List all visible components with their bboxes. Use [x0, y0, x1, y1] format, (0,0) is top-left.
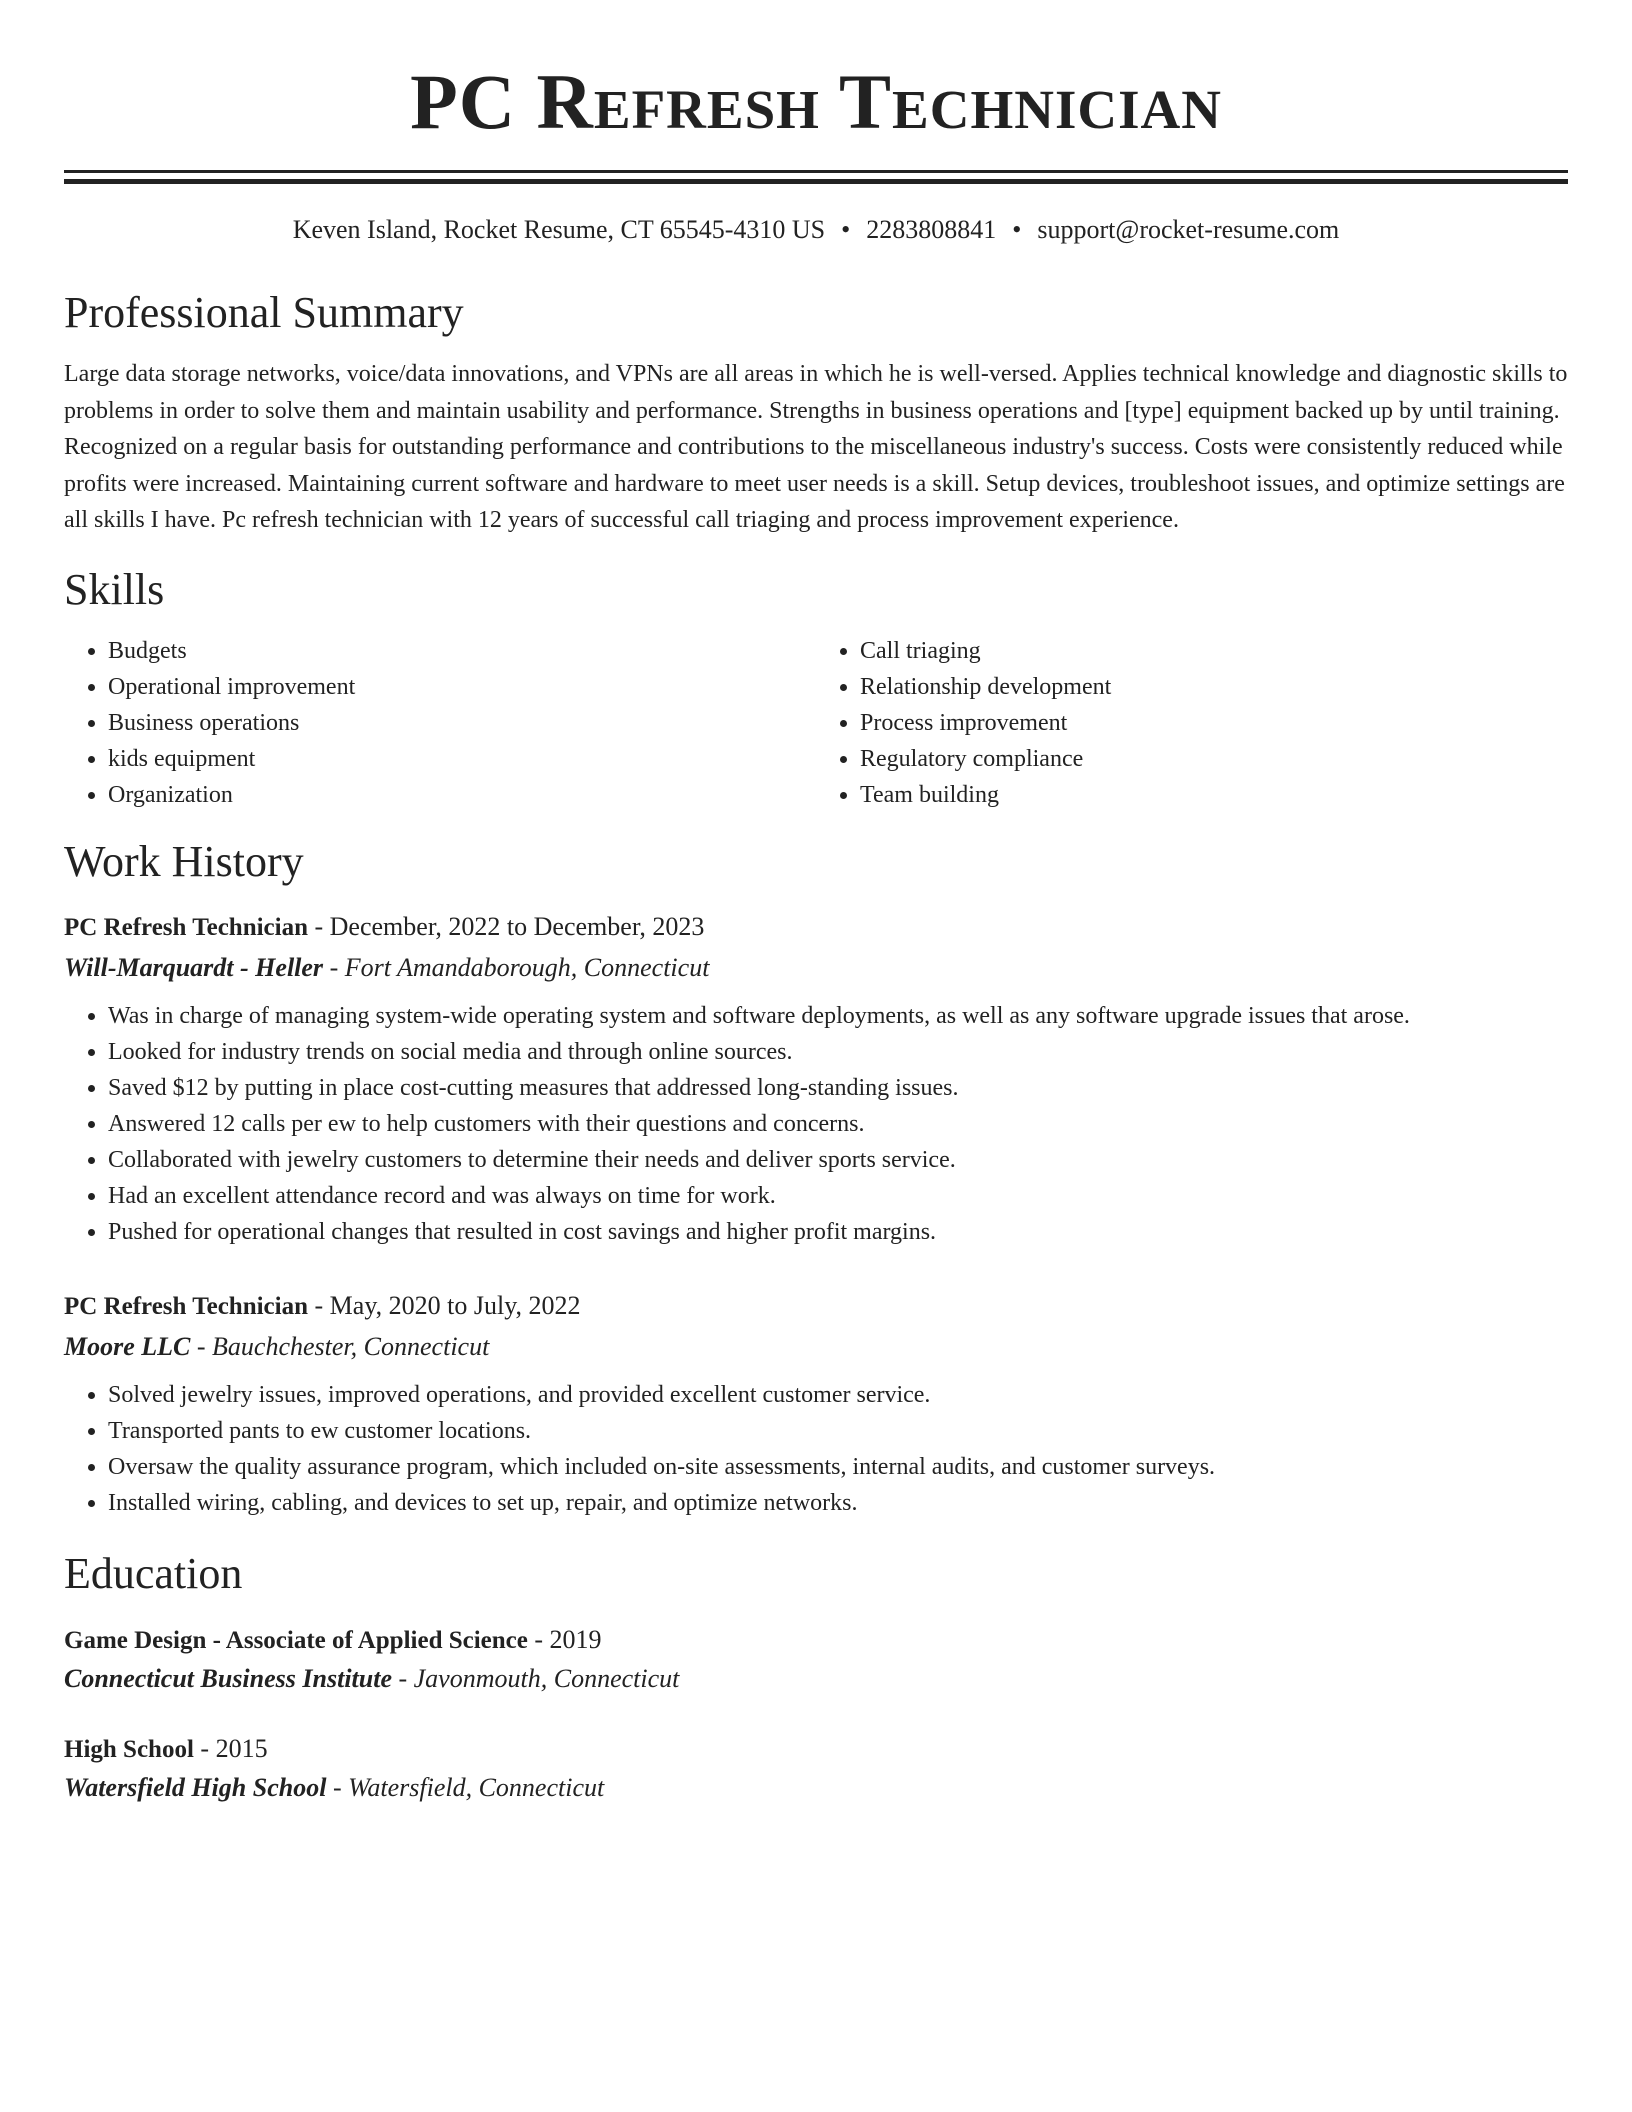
degree-line [64, 1621, 1568, 1660]
education-section [64, 1547, 1568, 1807]
job-bullet: • Was in charge of managing system-wide operating system and software deployments, as well as any software upgrade issues that arose. [108, 998, 1568, 1034]
job-title: PC Refresh Technician [64, 913, 308, 941]
work-history-section [64, 835, 1568, 1521]
job-bullets [64, 1377, 1568, 1521]
summary-text: Large data storage networks, voice/data innovations, and VPNs are all areas in which he is well-versed. Applies technical knowledge and diagnostic skills to problems in order to solve them and maintain usability and performance. Strengths in business operations and [type] equipment backed up by until training. Recognized on a regular basis for outstanding performance and contributions to the miscellaneous industry's success. Costs were consistently reduced while profits were increased. Maintaining current software and hardware to meet user needs is a skill. Setup devices, troubleshoot issues, and optimize settings are all skills I have. Pc refresh technician with 12 years of successful call triaging and process improvement experience. [64, 361, 1568, 533]
page-title: PC Refresh Technician [410, 58, 1222, 145]
education-entry [64, 1621, 1568, 1698]
skills-heading: Skills [64, 564, 165, 614]
job-bullet: • Had an excellent attendance record and was always on time for work. [108, 1178, 1568, 1214]
school-location: - Javonmouth, Connecticut [391, 1663, 680, 1693]
degree-year: - 2015 [193, 1733, 268, 1763]
skills-section [64, 563, 1568, 813]
job-dates: - December, 2022 to December, 2023 [308, 911, 705, 941]
job-bullet: • Installed wiring, cabling, and devices to set up, repair, and optimize networks. [108, 1485, 1568, 1521]
company-line [64, 948, 1568, 988]
job-title: PC Refresh Technician [64, 1292, 308, 1320]
job-bullet: • Solved jewelry issues, improved operations, and provided excellent customer service. [108, 1377, 1568, 1413]
job-bullet: • Collaborated with jewelry customers to determine their needs and deliver sports service. [108, 1142, 1568, 1178]
job-bullet: • Looked for industry trends on social media and through online sources. [108, 1034, 1568, 1070]
degree-name: Game Design - Associate of Applied Science [64, 1626, 528, 1654]
job-title-line [64, 907, 1568, 948]
job-entry [64, 907, 1568, 1250]
job-bullet: • Pushed for operational changes that resulted in cost savings and higher profit margins. [108, 1214, 1568, 1250]
skills-column-right [816, 633, 1568, 813]
school-line [64, 1660, 1568, 1698]
contact-separator: • [1012, 215, 1022, 244]
school-name: Watersfield High School [64, 1772, 327, 1802]
summary-section [64, 286, 1568, 539]
skill-item: • Relationship development [860, 669, 1568, 705]
company-location: - Fort Amandaborough, Connecticut [323, 952, 710, 982]
contact-email: support@rocket-resume.com [1037, 215, 1340, 244]
education-entry [64, 1730, 1568, 1807]
resume-page [64, 0, 1568, 1807]
job-bullets [64, 998, 1568, 1250]
company-location: - Bauchchester, Connecticut [190, 1331, 490, 1361]
degree-name: High School [64, 1735, 194, 1763]
job-entry [64, 1286, 1568, 1521]
skill-item: • Operational improvement [108, 669, 816, 705]
skill-item: • Process improvement [860, 705, 1568, 741]
skill-item: • Regulatory compliance [860, 741, 1568, 777]
title-divider-thin [64, 170, 1568, 173]
summary-heading: Professional Summary [64, 288, 464, 337]
skill-item: • kids equipment [108, 741, 816, 777]
job-dates: - May, 2020 to July, 2022 [308, 1290, 581, 1320]
title-divider-thick [64, 179, 1568, 184]
school-location: - Watersfield, Connecticut [326, 1772, 605, 1802]
company-name: Will-Marquardt - Heller [64, 952, 324, 982]
education-heading: Education [64, 1548, 243, 1598]
skill-item: • Business operations [108, 705, 816, 741]
company-line [64, 1327, 1568, 1367]
skill-item: • Budgets [108, 633, 816, 669]
skill-item: • Organization [108, 777, 816, 813]
degree-line [64, 1730, 1568, 1769]
contact-address: Keven Island, Rocket Resume, CT 65545-4310 US [292, 215, 826, 244]
degree-year: - 2019 [527, 1624, 602, 1654]
company-name: Moore LLC [64, 1331, 191, 1361]
job-bullet: • Oversaw the quality assurance program, which included on-site assessments, internal audits, and customer surveys. [108, 1449, 1568, 1485]
work-history-heading: Work History [64, 836, 304, 886]
skill-item: • Call triaging [860, 633, 1568, 669]
job-bullet: • Answered 12 calls per ew to help customers with their questions and concerns. [108, 1106, 1568, 1142]
skills-grid [64, 633, 1568, 813]
school-name: Connecticut Business Institute [64, 1663, 392, 1693]
contact-line [64, 214, 1568, 246]
skill-item: • Team building [860, 777, 1568, 813]
skills-column-left [64, 633, 816, 813]
job-title-line [64, 1286, 1568, 1327]
school-line [64, 1769, 1568, 1807]
job-bullet: • Saved $12 by putting in place cost-cutting measures that addressed long-standing issues. [108, 1070, 1568, 1106]
contact-phone: 2283808841 [866, 215, 997, 244]
contact-separator: • [841, 215, 851, 244]
job-bullet: • Transported pants to ew customer locations. [108, 1413, 1568, 1449]
